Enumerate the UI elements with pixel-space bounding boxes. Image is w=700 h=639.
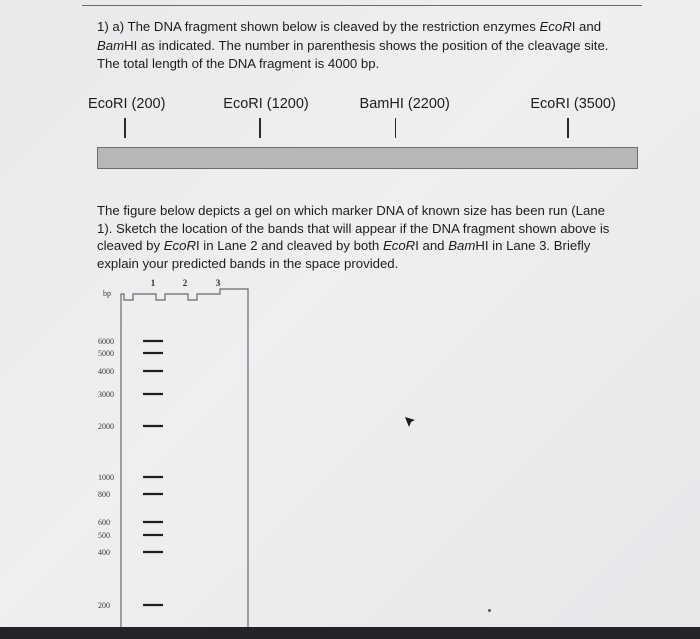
site-label: EcoRI (200) bbox=[88, 96, 166, 112]
top-divider bbox=[82, 5, 642, 6]
text-segment: HI as indicated. The number in parenthesis shows the position of the cleavage site. bbox=[124, 37, 609, 53]
text-segment: 1). Sketch the location of the bands that will appear if the DNA fragment shown above is bbox=[97, 220, 610, 236]
dna-fragment-bar bbox=[97, 147, 638, 169]
question2-line bbox=[97, 220, 657, 238]
text-segment: The total length of the DNA fragment is 4000 bp. bbox=[97, 56, 380, 71]
site-tick bbox=[124, 118, 126, 138]
gel-diagram bbox=[0, 270, 700, 627]
text-segment: I in Lane 2 and cleaved by both bbox=[195, 238, 383, 254]
text-segment: EcoR bbox=[539, 19, 572, 34]
marker-size-label: 6000 bbox=[98, 337, 114, 346]
text-segment: The figure below depicts a gel on which marker DNA of known size has been run (Lane bbox=[97, 203, 605, 218]
text-segment: EcoR bbox=[382, 238, 416, 254]
gel-outline bbox=[121, 289, 248, 627]
question1-line bbox=[97, 37, 657, 56]
lane-number: 3 bbox=[215, 278, 221, 288]
question-1-text bbox=[97, 18, 657, 74]
text-segment: I and bbox=[415, 238, 449, 254]
marker-size-label: 200 bbox=[98, 601, 110, 610]
marker-size-label: 1000 bbox=[98, 473, 114, 482]
marker-size-label: 2000 bbox=[98, 422, 114, 431]
site-label: BamHI (2200) bbox=[359, 96, 450, 112]
text-segment: Bam bbox=[448, 238, 476, 254]
lane-number: 2 bbox=[182, 278, 188, 288]
question2-line bbox=[97, 202, 657, 220]
text-segment: explain your predicted bands in the space provided. bbox=[97, 255, 399, 271]
site-tick bbox=[567, 118, 569, 138]
site-label: EcoRI (1200) bbox=[223, 96, 309, 112]
text-segment: 1) a) The DNA fragment shown below is cleaved by the restriction enzymes bbox=[97, 19, 540, 34]
marker-size-label: 5000 bbox=[98, 349, 114, 358]
text-segment: Bam bbox=[97, 37, 125, 53]
question1-line bbox=[97, 18, 657, 37]
mouse-cursor-icon bbox=[404, 416, 416, 428]
site-tick bbox=[259, 118, 261, 138]
gel-unit-label: bp bbox=[103, 289, 111, 298]
question1-line bbox=[97, 55, 657, 74]
marker-size-label: 500 bbox=[98, 531, 110, 540]
marker-size-label: 600 bbox=[98, 518, 110, 527]
text-segment: I and bbox=[571, 19, 602, 34]
text-segment: cleaved by bbox=[97, 238, 164, 254]
marker-size-label: 800 bbox=[98, 490, 110, 499]
text-segment: HI in Lane 3. Briefly bbox=[475, 238, 591, 254]
site-label: EcoRI (3500) bbox=[530, 96, 616, 112]
restriction-site-labels bbox=[0, 90, 700, 150]
text-segment: EcoR bbox=[163, 238, 196, 254]
question2-line bbox=[97, 237, 657, 255]
marker-size-label: 3000 bbox=[98, 390, 114, 399]
stray-mark bbox=[488, 609, 491, 612]
marker-size-label: 4000 bbox=[98, 367, 114, 376]
marker-size-label: 400 bbox=[98, 548, 110, 557]
question-2-text bbox=[97, 202, 657, 272]
lane-number: 1 bbox=[150, 278, 156, 288]
screen-bottom-edge bbox=[0, 627, 700, 639]
site-tick bbox=[395, 118, 397, 138]
